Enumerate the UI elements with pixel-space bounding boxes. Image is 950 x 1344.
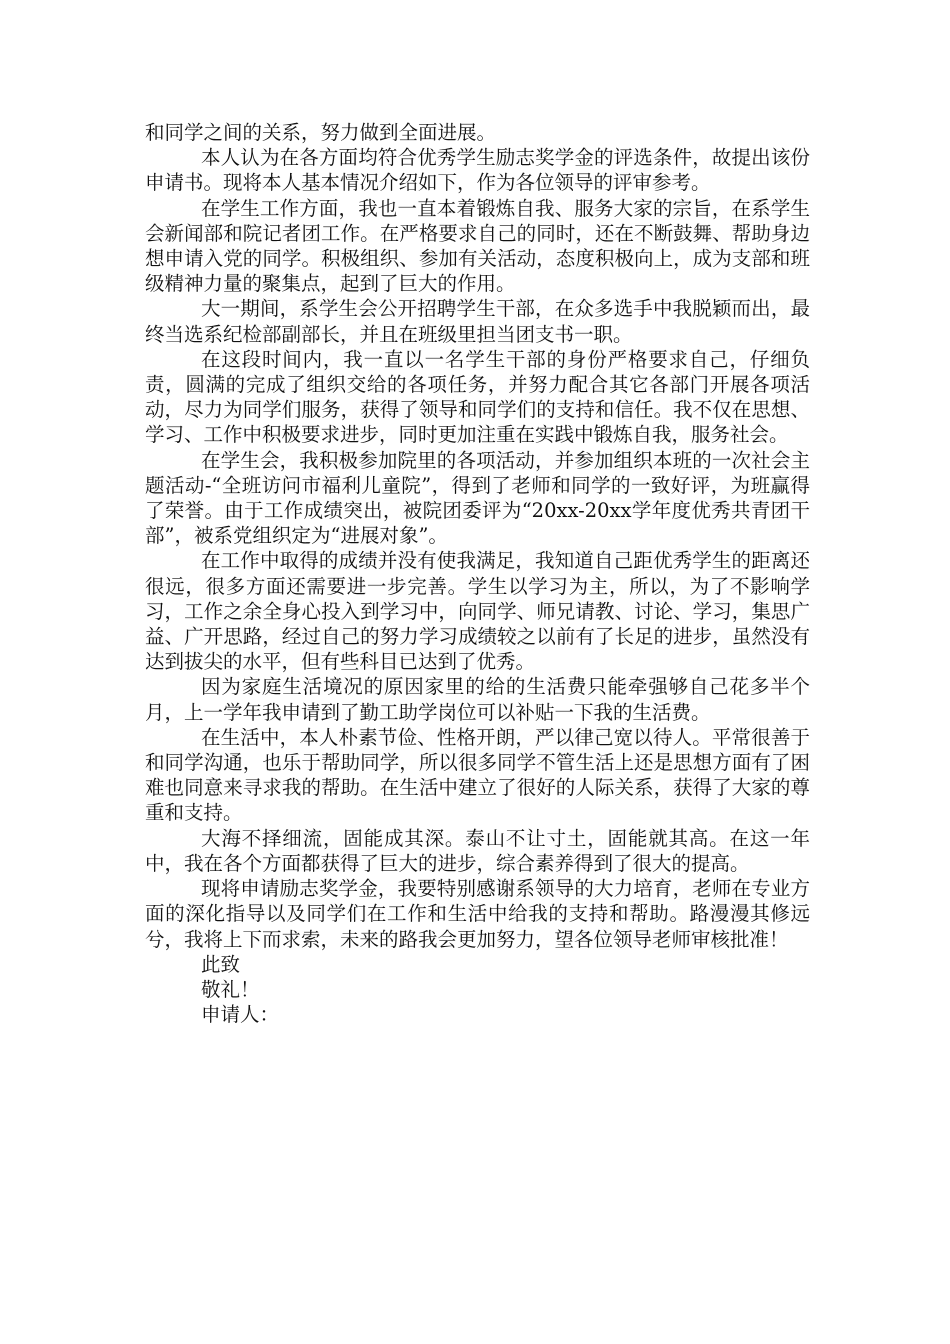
paragraph-family: 因为家庭生活境况的原因家里的给的生活费只能牵强够自己花多半个月，上一学年我申请到了勤工助学岗位可以补贴一下我的生活费。 [145, 675, 810, 724]
document-body [145, 120, 810, 1027]
paragraph-continuation: 和同学之间的关系，努力做到全面进展。 [145, 121, 497, 144]
paragraph-study: 在工作中取得的成绩并没有使我满足，我知道自己距优秀学生的距离还很远，很多方面还需要进一步完善。学生以学习为主，所以，为了不影响学习，工作之余全身心投入到学习中，向同学、师兄请教、讨论、学习，集思广益、广开思路，经过自己的努力学习成绩较之以前有了长足的进步，虽然没有达到拔尖的水平，但有些科目已达到了优秀。 [145, 549, 810, 674]
paragraph-eligibility: 本人认为在各方面均符合优秀学生励志奖学金的评选条件，故提出该份申请书。现将本人基本情况介绍如下，作为各位领导的评审参考。 [145, 146, 810, 195]
closing-regards: 敬礼！ [201, 977, 260, 1001]
paragraph-student-union: 在学生会，我积极参加院里的各项活动，并参加组织本班的一次社会主题活动-“全班访问市福利儿童院”，得到了老师和同学的一致好评，为班赢得了荣誉。由于工作成绩突出，被院团委评为“20xx-20xx学年度优秀共青团干部”，被系党组织定为“进展对象”。 [145, 448, 810, 548]
paragraph-freshman-year: 大一期间，系学生会公开招聘学生干部，在众多选手中我脱颖而出，最终当选系纪检部副部长，并且在班级里担当团支书一职。 [145, 297, 810, 346]
applicant-label: 申请人： [201, 1003, 280, 1027]
closing-salutation: 此致 [201, 952, 241, 976]
paragraph-cadre-duties: 在这段时间内，我一直以一名学生干部的身份严格要求自己，仔细负责，圆满的完成了组织交给的各项任务，并努力配合其它各部门开展各项活动，尽力为同学们服务，获得了领导和同学们的支持和信任。我不仅在思想、学习、工作中积极要求进步，同时更加注重在实践中锻炼自我，服务社会。 [145, 347, 810, 447]
paragraph-thanks: 现将申请励志奖学金，我要特别感谢系领导的大力培育，老师在专业方面的深化指导以及同学们在工作和生活中给我的支持和帮助。路漫漫其修远兮，我将上下而求索，未来的路我会更加努力，望各位领导老师审核批准！ [145, 877, 810, 951]
paragraph-progress: 大海不择细流，固能成其深。泰山不让寸土，固能就其高。在这一年中，我在各个方面都获得了巨大的进步，综合素养得到了很大的提高。 [145, 826, 810, 875]
paragraph-life: 在生活中，本人朴素节俭、性格开朗，严以律己宽以待人。平常很善于和同学沟通，也乐于帮助同学，所以很多同学不管生活上还是思想方面有了困难也同意来寻求我的帮助。在生活中建立了很好的人际关系，获得了大家的尊重和支持。 [145, 725, 810, 825]
paragraph-student-work: 在学生工作方面，我也一直本着锻炼自我、服务大家的宗旨，在系学生会新闻部和院记者团工作。在严格要求自己的同时，还在不断鼓舞、帮助身边想申请入党的同学。积极组织、参加有关活动，态度积极向上，成为支部和班级精神力量的聚集点，起到了巨大的作用。 [145, 196, 810, 296]
